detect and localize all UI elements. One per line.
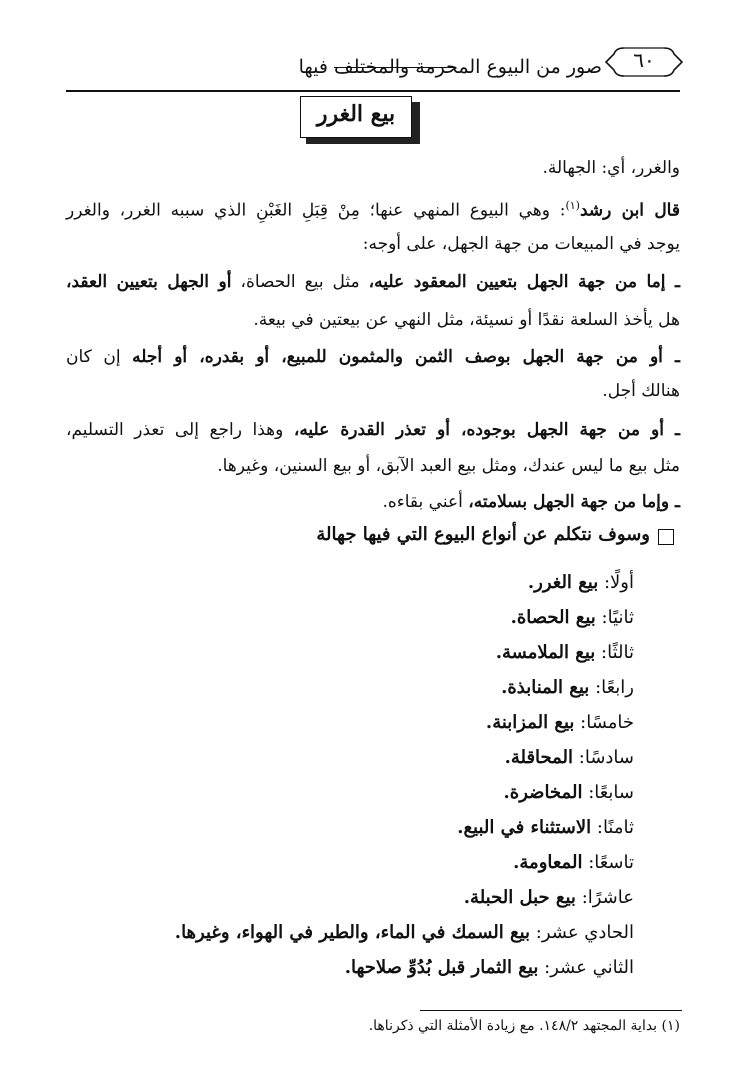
list-item (175, 607, 634, 642)
sale-types-list (175, 572, 634, 992)
text-span: هنالك أجل. (602, 381, 680, 401)
list-item (175, 572, 634, 607)
list-item-name: بيع المنابذة. (501, 677, 590, 698)
list-item-name: المحاقلة. (504, 747, 574, 768)
bold-span: ـ أو من جهة الجهل بوصف الثمن والمثمون للمبيع، أو بقدره، أو أجله (132, 347, 680, 367)
footnote-text: بداية المجتهد ١٤٨/٢. مع زيادة الأمثلة التي ذكرناها. (368, 1018, 658, 1034)
list-item-name: بيع الثمار قبل بُدُوِّ صلاحها. (344, 957, 539, 978)
text-span: مثل بيع الحصاة، (231, 272, 369, 292)
text-span: أعني بقاءه. (382, 492, 469, 512)
body-text (66, 0, 680, 520)
list-item-ordinal: أولًا: (603, 572, 634, 593)
subheading-row (66, 524, 680, 554)
bold-span: ـ إما من جهة الجهل بتعيين المعقود عليه، (368, 272, 681, 292)
list-item-name: بيع السمك في الماء، والطير في الهواء، وغيرها. (174, 922, 531, 943)
list-item-name: بيع الغرر. (527, 572, 599, 593)
list-item-ordinal: ثامنًا: (596, 817, 634, 838)
list-item (175, 922, 634, 957)
list-item-ordinal: الحادي عشر: (535, 922, 634, 943)
text-line (217, 454, 680, 478)
running-title: صور من البيوع المحرمة والمختلف فيها (298, 56, 602, 78)
list-item (175, 782, 634, 817)
text-line (382, 490, 680, 514)
list-item (175, 712, 634, 747)
list-item-name: المعاومة. (513, 852, 583, 873)
list-item-ordinal: سادسًا: (578, 747, 634, 768)
list-item (175, 642, 634, 677)
list-item-ordinal: سابعًا: (588, 782, 634, 803)
text-span: : وهي البيوع المنهي عنها؛ مِنْ قِبَلِ الغَبْنِ الذي سببه الغرر، والغرر (66, 200, 566, 221)
footnote-marker: (١) (661, 1018, 680, 1034)
footnote-rule (420, 1010, 682, 1011)
text-span: والغرر، أي: الجهالة. (542, 158, 680, 178)
list-item-ordinal: الثاني عشر: (544, 957, 634, 978)
list-item-name: الاستثناء في البيع. (457, 817, 592, 838)
footnote (369, 1018, 680, 1034)
text-line (253, 308, 680, 332)
list-item-ordinal: خامسًا: (580, 712, 634, 733)
list-item-ordinal: ثالثًا: (601, 642, 634, 663)
bold-span: ـ أو من جهة الجهل بوجوده، أو تعذر القدرة عليه، (293, 420, 680, 440)
list-item-ordinal: ثانيًا: (601, 607, 634, 628)
text-span: وهذا راجع إلى تعذر التسليم، (66, 420, 294, 440)
text-line (66, 345, 680, 369)
text-span: يوجد في المبيعات من جهة الجهل، على أوجه: (362, 234, 680, 254)
list-item (175, 747, 634, 782)
text-line (66, 194, 680, 223)
list-item-name: بيع الحصاة. (510, 607, 596, 628)
text-line (66, 418, 680, 442)
text-line (66, 270, 680, 294)
text-span: إن كان (66, 347, 133, 367)
list-item-name: بيع الملامسة. (495, 642, 596, 663)
bold-span: ـ وإما من جهة الجهل بسلامته، (468, 492, 680, 512)
list-item (175, 817, 634, 852)
author-name: قال ابن رشد (579, 200, 680, 221)
text-line (542, 156, 680, 180)
list-item-name: المخاضرة. (503, 782, 583, 803)
list-item (175, 887, 634, 922)
list-item-name: بيع المزابنة. (485, 712, 575, 733)
text-line (602, 379, 680, 403)
section-title: بيع الغرر (316, 101, 396, 127)
list-item-name: بيع حبل الحبلة. (463, 887, 576, 908)
text-span: مثل بيع ما ليس عندك، ومثل بيع العبد الآبق، أو بيع السنين، وغيرها. (217, 456, 680, 476)
bold-span: أو الجهل بتعيين العقد، (66, 272, 232, 292)
list-item-ordinal: تاسعًا: (588, 852, 634, 873)
subheading: وسوف نتكلم عن أنواع البيوع التي فيها جهالة (316, 524, 650, 545)
list-item (175, 852, 634, 887)
footnote-ref: (١) (565, 199, 580, 212)
list-item-ordinal: رابعًا: (595, 677, 634, 698)
list-item (175, 957, 634, 992)
list-item-ordinal: عاشرًا: (581, 887, 634, 908)
page-number: ٦٠ (633, 48, 655, 72)
text-line (363, 232, 680, 256)
text-span: هل يأخذ السلعة نقدًا أو نسيئة، مثل النهي عن بيعتين في بيعة. (253, 310, 680, 330)
list-item (175, 677, 634, 712)
